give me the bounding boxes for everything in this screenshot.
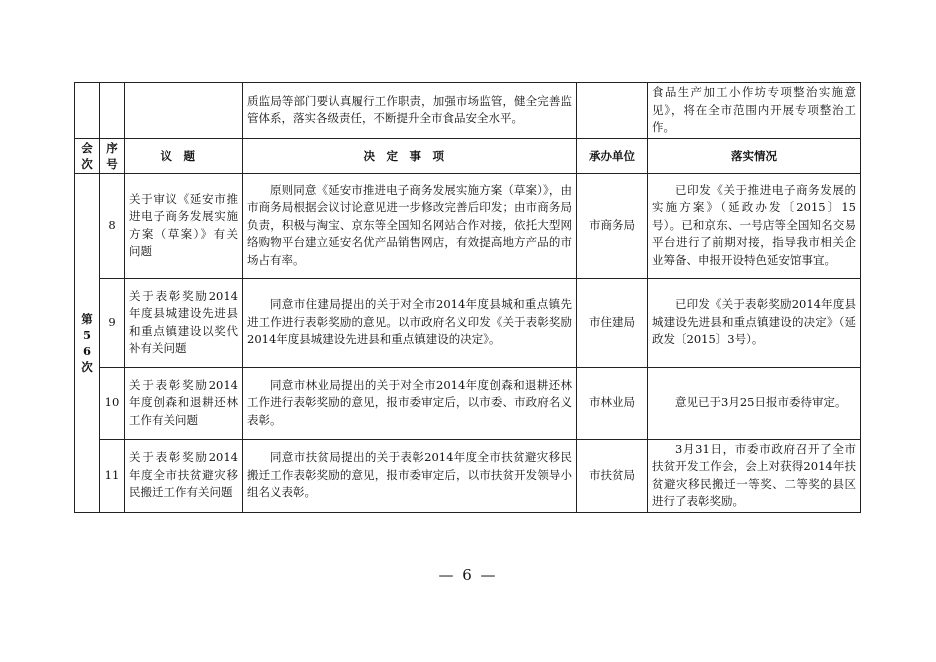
unit-cell: 市林业局 xyxy=(577,367,648,439)
seq-cell: 11 xyxy=(100,439,125,512)
seq-cell: 8 xyxy=(100,173,125,278)
header-status: 落实情况 xyxy=(648,138,861,173)
topic-cell: 关于表彰奖励2014年度县城建设先进县和重点镇建设以奖代补有关问题 xyxy=(125,278,243,367)
topic-cell: 关于表彰奖励2014年度创森和退耕还林工作有关问题 xyxy=(125,367,243,439)
carry-over-row xyxy=(75,83,861,139)
carry-unit-cell xyxy=(577,83,648,139)
session-label: 第56次 xyxy=(81,311,93,374)
status-cell: 3月31日，市委市政府召开了全市扶贫开发工作会，会上对获得2014年扶贫避灾移民搬迁一等奖、二等奖的县区进行了表彰奖励。 xyxy=(648,439,861,512)
carry-topic-cell xyxy=(125,83,243,139)
header-row xyxy=(75,138,861,173)
header-topic: 议题 xyxy=(125,138,243,173)
seq-cell: 9 xyxy=(100,278,125,367)
unit-cell: 市商务局 xyxy=(577,173,648,278)
topic-cell: 关于表彰奖励2014年度全市扶贫避灾移民搬迁工作有关问题 xyxy=(125,439,243,512)
carry-status-cell xyxy=(648,83,861,139)
carry-session-cell xyxy=(75,83,100,139)
status-cell: 意见已于3月25日报市委待审定。 xyxy=(648,367,861,439)
decision-table xyxy=(74,82,861,513)
status-cell: 已印发《关于推进电子商务发展的实施方案》（延政办发〔2015〕15号）。已和京东、一号店等全国知名交易平台进行了前期对接，指导我市相关企业筹备、申报开设特色延安馆事宜。 xyxy=(648,173,861,278)
table-row xyxy=(75,173,861,278)
seq-cell: 10 xyxy=(100,367,125,439)
header-session: 会次 xyxy=(75,138,100,173)
carry-decision-cell xyxy=(243,83,577,139)
decision-cell: 同意市扶贫局提出的关于表彰2014年度全市扶贫避灾移民搬迁工作表彰奖励的意见，报市委审定后，以市扶贫开发领导小组名义表彰。 xyxy=(243,439,577,512)
unit-cell: 市扶贫局 xyxy=(577,439,648,512)
header-unit: 承办单位 xyxy=(577,138,648,173)
decision-cell: 同意市住建局提出的关于对全市2014年度县城和重点镇先进工作进行表彰奖励的意见。以市政府名义印发《关于表彰奖励2014年度县城建设先进县和重点镇建设的决定》。 xyxy=(243,278,577,367)
table-row xyxy=(75,367,861,439)
page-number: — 6 — xyxy=(438,566,498,584)
session-cell xyxy=(75,173,100,512)
header-decision: 决定事项 xyxy=(243,138,577,173)
topic-cell: 关于审议《延安市推进电子商务发展实施方案（草案）》有关问题 xyxy=(125,173,243,278)
carry-decision-text: 质监局等部门要认真履行工作职责，加强市场监管，健全完善监管体系，落实各级责任，不断提升全市食品安全水平。 xyxy=(247,93,572,126)
decision-cell: 原则同意《延安市推进电子商务发展实施方案（草案）》，由市商务局根据会议讨论意见进一步修改完善后印发；由市商务局负责，积极与淘宝、京东等全国知名网站合作对接，依托大型网络购物平台建立延安名优产品销售网店，有效提高地方产品的市场占有率。 xyxy=(243,173,577,278)
unit-cell: 市住建局 xyxy=(577,278,648,367)
header-seq: 序号 xyxy=(100,138,125,173)
carry-status-text: 食品生产加工小作坊专项整治实施意见》，将在全市范围内开展专项整治工作。 xyxy=(652,85,856,134)
table-row xyxy=(75,439,861,512)
table-row xyxy=(75,278,861,367)
decision-cell: 同意市林业局提出的关于对全市2014年度创森和退耕还林工作进行表彰奖励的意见，报市委审定后，以市委、市政府名义表彰。 xyxy=(243,367,577,439)
carry-seq-cell xyxy=(100,83,125,139)
status-cell: 已印发《关于表彰奖励2014年度县城建设先进县和重点镇建设的决定》（延政发〔2015〕3号）。 xyxy=(648,278,861,367)
